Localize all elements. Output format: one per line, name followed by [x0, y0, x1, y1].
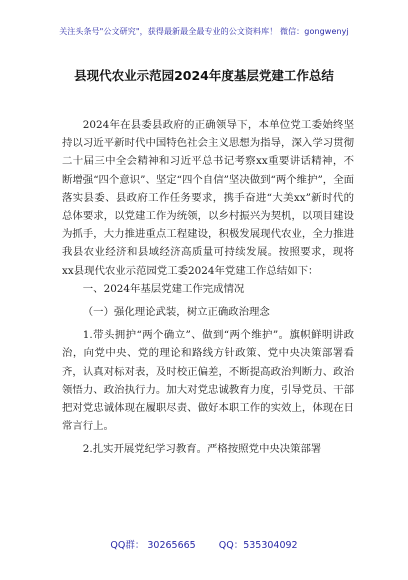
body-paragraph: 1.带头拥护“两个确立”、做到“两个维护”。旗帜鲜明讲政治，向党中央、党的理论和路线方针政策、党中央决策部署看齐，认真对标对表，及时校正偏差，不断提高政治判断力、政治领悟力、政治执行力。加大对党忠诚教育力度，引导党员、干部把对党忠诚体现在履职尽责、做好本职工作的实效上，体现在日常言行上。 [62, 329, 354, 433]
intro-paragraph: 2024年在县委县政府的正确领导下，本单位党工委始终坚持以习近平新时代中国特色社会主义思想为指导，深入学习贯彻二十届三中全会精神和习近平总书记考察xx重要讲话精神，不断增强“四个意识”、坚定“四个自信”坚决做到“两个维护”，全面落实县委、县政府工作任务要求，携手奋进“大美xx”新时代的总体要求，以党建工作为统领，以乡村振兴为契机，以项目建设为抓手，大力推进重点工程建设，积极发展现代农业，全力推进我县农业经济和县域经济高质量可持续发展。按照要求，现将xx县现代农业示范园党工委2024年党建工作总结如下： [62, 119, 354, 277]
body-paragraph: 2.扎实开展党纪学习教育。严格按照党中央决策部署 [82, 443, 322, 456]
document-title: 县现代农业示范园2024年度基层党建工作总结 [74, 68, 334, 83]
footer-contact [0, 537, 408, 551]
section-heading: 一、2024年基层党建工作完成情况 [82, 282, 245, 295]
subsection-heading: （一）强化理论武装，树立正确政治理念 [82, 306, 270, 319]
qq-group-text: QQ群： 30265665 [110, 540, 196, 551]
qq-number-text: QQ：535304092 [218, 540, 298, 551]
header-banner: 关注头条号"公文研究"，获得最新最全最专业的公文资料库！ 微信：gongwenyj [59, 27, 349, 36]
document-body [62, 116, 354, 459]
